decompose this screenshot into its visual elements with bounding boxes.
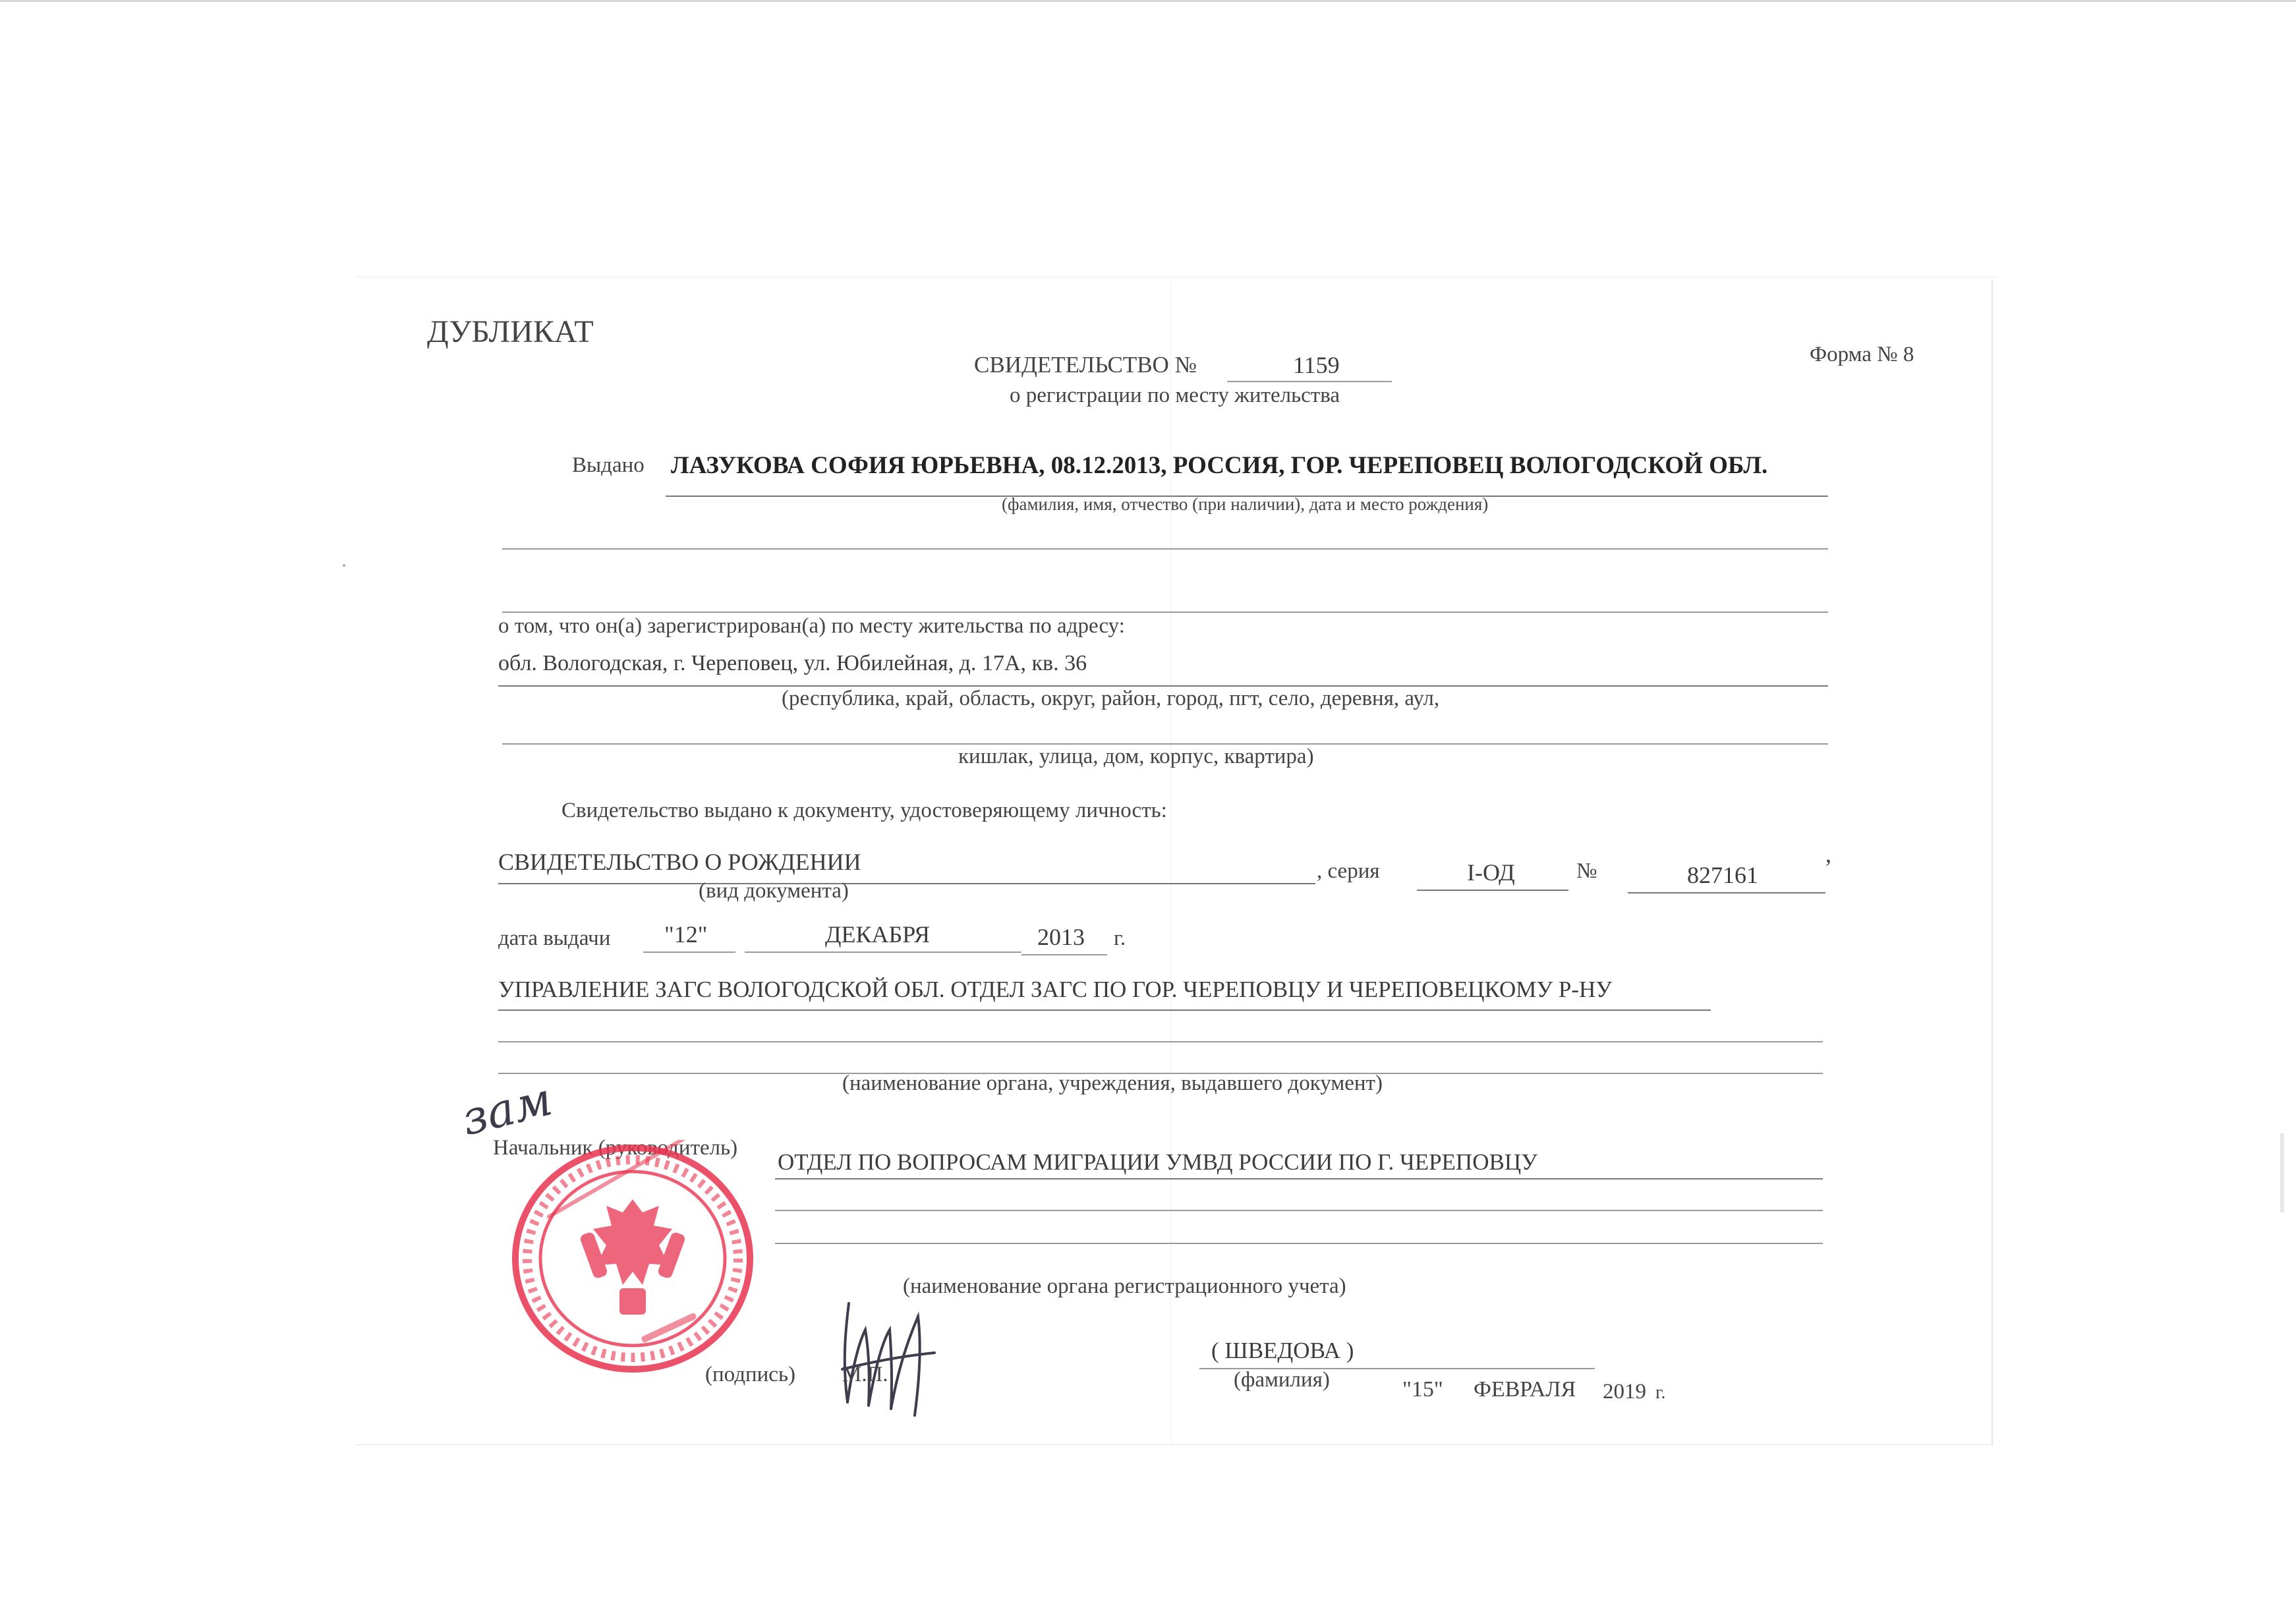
document-type-caption: (вид документа) bbox=[699, 879, 849, 903]
registrar-rule bbox=[775, 1178, 1823, 1179]
registrar-label: Начальник (руководитель) bbox=[493, 1136, 738, 1160]
duplicate-mark: ДУБЛИКАТ bbox=[427, 314, 594, 349]
certificate-title: СВИДЕТЕЛЬСТВО № bbox=[974, 352, 1197, 378]
scan-speck bbox=[343, 564, 345, 567]
document-number-rule bbox=[1628, 892, 1825, 894]
issuer-rule-2 bbox=[498, 1041, 1823, 1042]
address-caption-1: (республика, край, область, округ, район, город, пгт, село, деревня, аул, bbox=[782, 687, 1440, 710]
document-type: СВИДЕТЕЛЬСТВО О РОЖДЕНИИ bbox=[498, 849, 861, 875]
sign-date-day: "15" bbox=[1402, 1377, 1443, 1402]
scan-edge-form-right bbox=[1992, 280, 1993, 1446]
document-series-rule bbox=[1417, 890, 1568, 891]
issue-day-rule bbox=[643, 952, 735, 953]
sign-date-month: ФЕВРАЛЯ bbox=[1474, 1377, 1576, 1402]
issued-caption: (фамилия, имя, отчество (при наличии), дата и место рождения) bbox=[1002, 494, 1489, 514]
issue-date-label: дата выдачи bbox=[498, 926, 611, 950]
address-value: обл. Вологодская, г. Череповец, ул. Юбилейная, д. 17А, кв. 36 bbox=[498, 651, 1087, 675]
document-series: I-ОД bbox=[1467, 859, 1515, 886]
document-trailing-comma: , bbox=[1825, 841, 1831, 867]
scan-edge-top bbox=[0, 0, 2296, 2]
certificate-number: 1159 bbox=[1293, 352, 1340, 378]
document-type-rule bbox=[498, 883, 1315, 884]
stamp-caption: М.П. bbox=[842, 1363, 888, 1386]
handwritten-signature bbox=[829, 1290, 948, 1422]
document-issuer-rule bbox=[498, 1009, 1711, 1011]
document-issuer: УПРАВЛЕНИЕ ЗАГС ВОЛОГОДСКОЙ ОБЛ. ОТДЕЛ ЗАГС ПО ГОР. ЧЕРЕПОВЦУ И ЧЕРЕПОВЕЦКОМУ Р-НУ bbox=[498, 977, 1613, 1002]
issue-year-rule bbox=[1021, 954, 1107, 955]
document-series-label: , серия bbox=[1317, 859, 1380, 883]
certificate-number-rule bbox=[1227, 381, 1392, 382]
certificate-subtitle: о регистрации по месту жительства bbox=[1010, 383, 1340, 407]
address-caption-2: кишлак, улица, дом, корпус, квартира) bbox=[958, 745, 1314, 768]
form-number: Форма № 8 bbox=[1810, 343, 1914, 366]
registrar-value: ОТДЕЛ ПО ВОПРОСАМ МИГРАЦИИ УМВД РОССИИ ПО Г. ЧЕРЕПОВЦУ bbox=[778, 1149, 1537, 1175]
registrar-caption: (наименование органа регистрационного учета) bbox=[903, 1274, 1346, 1298]
official-seal bbox=[507, 1140, 758, 1377]
document-number: 827161 bbox=[1687, 862, 1758, 888]
sign-date-year-suffix: г. bbox=[1655, 1382, 1666, 1403]
issue-date-year-suffix: г. bbox=[1114, 926, 1126, 950]
issued-label: Выдано bbox=[572, 453, 645, 477]
signatory-surname: ( ШВЕДОВА ) bbox=[1211, 1338, 1354, 1363]
scan-speck bbox=[2280, 1133, 2284, 1212]
registrar-rule-2 bbox=[775, 1210, 1823, 1211]
document-number-label: № bbox=[1576, 859, 1597, 883]
sign-date-year: 2019 bbox=[1603, 1380, 1646, 1404]
handwritten-prefix: зам bbox=[456, 1071, 558, 1147]
registrar-rule-3 bbox=[775, 1243, 1823, 1244]
signature-caption: (подпись) bbox=[705, 1363, 795, 1386]
issue-date-year: 2013 bbox=[1037, 924, 1085, 950]
blank-rule-2 bbox=[502, 611, 1828, 613]
document-intro: Свидетельство выдано к документу, удостоверяющему личность: bbox=[561, 799, 1167, 822]
address-intro: о том, что он(а) зарегистрирован(а) по месту жительства по адресу: bbox=[498, 614, 1125, 638]
issued-value: ЛАЗУКОВА СОФИЯ ЮРЬЕВНА, 08.12.2013, РОССИЯ, ГОР. ЧЕРЕПОВЕЦ ВОЛОГОДСКОЙ ОБЛ. bbox=[671, 452, 1768, 479]
blank-rule-1 bbox=[502, 548, 1828, 550]
issue-date-day: "12" bbox=[664, 921, 708, 948]
surname-caption: (фамилия) bbox=[1234, 1368, 1330, 1392]
issue-month-rule bbox=[745, 952, 1021, 953]
scan-edge-form-bottom bbox=[356, 1444, 1990, 1445]
issue-date-month: ДЕКАБРЯ bbox=[825, 921, 930, 948]
document-issuer-caption: (наименование органа, учреждения, выдавшего документ) bbox=[842, 1071, 1383, 1095]
